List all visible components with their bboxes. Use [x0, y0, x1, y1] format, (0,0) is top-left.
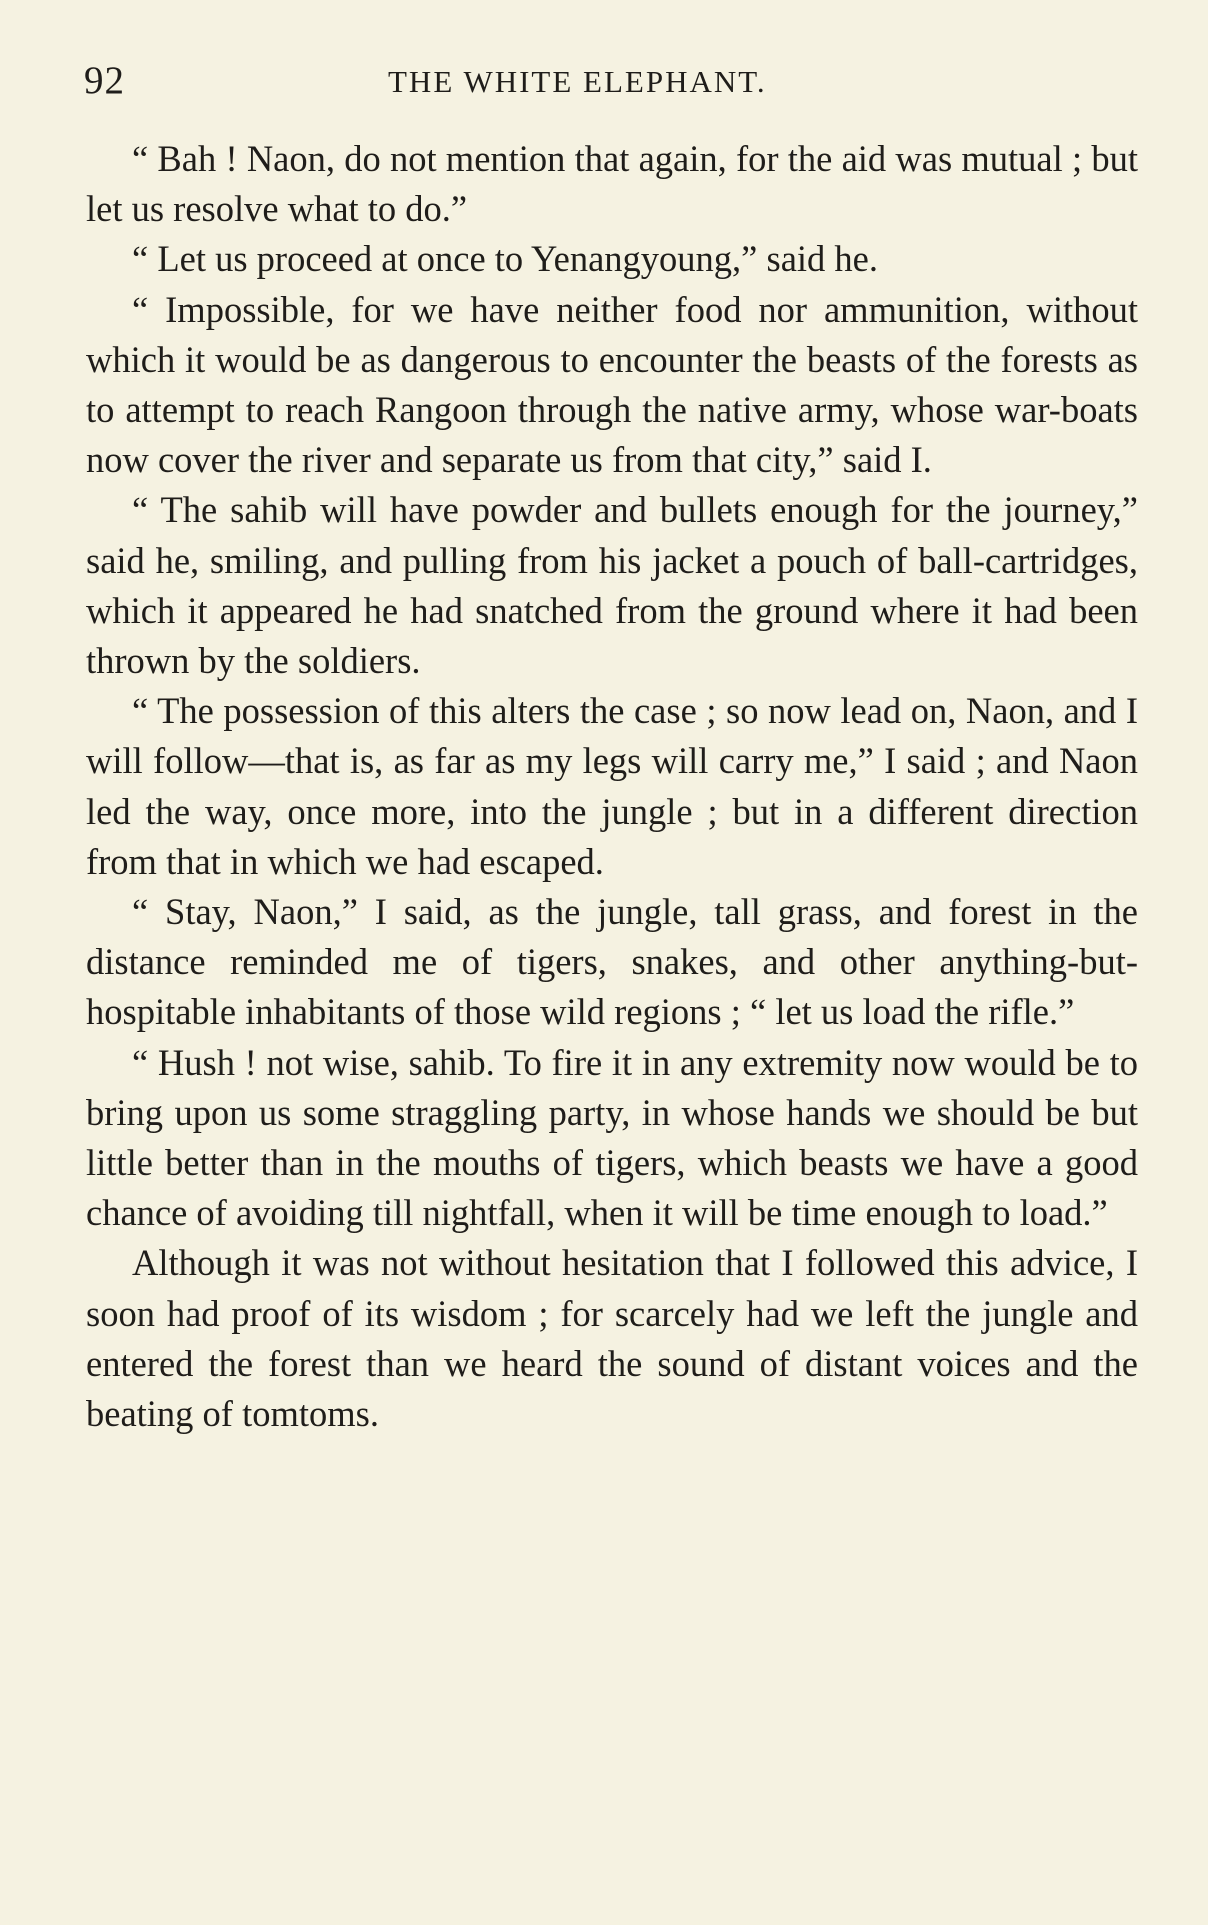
running-title: THE WHITE ELEPHANT. — [388, 64, 767, 99]
paragraph: “ Impossible, for we have neither food nor ammunition, without which it would be as dangerous to encounter the beasts of the forests as to attempt to reach Rangoon through the native army, whose war-boats now cover the river and separate us from that city,” said I. — [86, 288, 1138, 481]
paragraph: “ Bah ! Naon, do not mention that again, for the aid was mutual ; but let us resolve what to do.” — [86, 138, 1138, 230]
paragraph: Although it was not without hesitation that I followed this advice, I soon had proof of its wisdom ; for scarcely had we left the jungle and entered the forest than we heard the sound of distant voices and the beating of tomtoms. — [86, 1242, 1138, 1435]
paragraph: “ Hush ! not wise, sahib. To fire it in any extremity now would be to bring upon us some straggling party, in whose hands we should be but little better than in the mouths of tigers, which beasts we have a good chance of avoiding till nightfall, when it will be time enough to load.” — [86, 1041, 1138, 1234]
paragraph: “ The sahib will have powder and bullets enough for the journey,” said he, smiling, and pulling from his jacket a pouch of ball-cartridges, which it appeared he had snatched from the ground where it had been thrown by the soldiers. — [86, 489, 1138, 682]
page-number: 92 — [84, 59, 125, 102]
body-text — [86, 134, 1138, 1439]
paragraph: “ Stay, Naon,” I said, as the jungle, tall grass, and forest in the distance reminded me of tigers, snakes, and other anything-but-hospitable inhabitants of those wild regions ; “ let us load the rifle.” — [86, 891, 1138, 1033]
paragraph: “ The possession of this alters the case ; so now lead on, Naon, and I will follow—that is, as far as my legs will carry me,” I said ; and Naon led the way, once more, into the jungle ; but in a different direction from that in which we had escaped. — [86, 690, 1138, 882]
paragraph: “ Let us proceed at once to Yenangyoung,” said he. — [132, 238, 879, 280]
running-head — [84, 58, 1144, 106]
